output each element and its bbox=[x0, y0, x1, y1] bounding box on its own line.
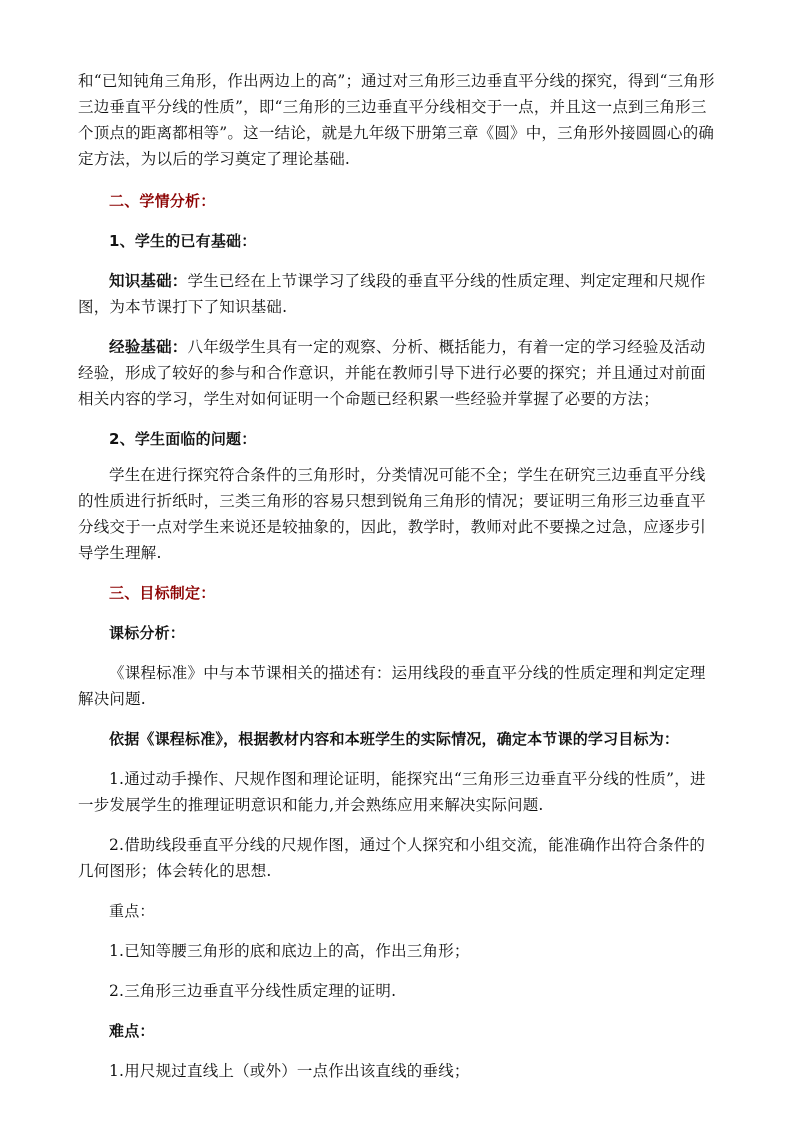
difficulty-point-1: 1.用尺规过直线上（或外）一点作出该直线的垂线； bbox=[109, 1062, 470, 1080]
experience-foundation-paragraph bbox=[78, 334, 718, 412]
experience-foundation-label: 经验基础： bbox=[109, 338, 188, 356]
key-points-heading: 重点： bbox=[109, 902, 155, 920]
section-heading-goal-setting: 三、目标制定： bbox=[109, 584, 216, 602]
subheading-existing-foundation: 1、学生的已有基础： bbox=[109, 232, 257, 250]
standard-description-paragraph: 《课程标准》中与本节课相关的描述有：运用线段的垂直平分线的性质定理和判定定理解决问题. bbox=[78, 664, 706, 708]
key-point-2: 2.三角形三边垂直平分线性质定理的证明. bbox=[109, 982, 397, 1000]
experience-foundation-text: 八年级学生具有一定的观察、分析、概括能力，有着一定的学习经验及活动经验，形成了较好的参与和合作意识，并能在教师引导下进行必要的探究；并且通过对前面相关内容的学习，学生对如何证明一个命题已经积累一些经验并掌握了必要的方法； bbox=[78, 338, 707, 408]
difficulty-heading: 难点： bbox=[109, 1022, 155, 1040]
goal-basis-heading: 依据《课程标准》，根据教材内容和本班学生的实际情况，确定本节课的学习目标为： bbox=[109, 730, 680, 748]
learning-goal-1: 1.通过动手操作、尺规作图和理论证明，能探究出“三角形三边垂直平分线的性质”，进一步发展学生的推理证明意识和能力,并会熟练应用来解决实际问题. bbox=[78, 770, 706, 814]
student-problems-paragraph: 学生在进行探究符合条件的三角形时，分类情况可能不全；学生在研究三边垂直平分线的性质进行折纸时，三类三角形的容易只想到锐角三角形的情况；要证明三角形三边垂直平分线交于一点对学生来说还是较抽象的，因此，教学时，教师对此不要操之过急，应逐步引导学生理解. bbox=[78, 466, 707, 562]
subheading-standard-analysis: 课标分析： bbox=[109, 624, 186, 642]
subheading-student-problems: 2、学生面临的问题： bbox=[109, 430, 257, 448]
intro-paragraph: 和“已知钝角三角形，作出两边上的高”；通过对三角形三边垂直平分线的探究，得到“三角形三边垂直平分线的性质”，即“三角形的三边垂直平分线相交于一点，并且这一点到三角形三个顶点的距离都相等”。这一结论，就是九年级下册第三章《圆》中，三角形外接圆圆心的确定方法，为以后的学习奠定了理论基础. bbox=[78, 72, 715, 168]
document-page bbox=[78, 68, 718, 1084]
knowledge-foundation-paragraph bbox=[78, 268, 718, 320]
learning-goal-2: 2.借助线段垂直平分线的尺规作图，通过个人探究和小组交流，能准确作出符合条件的几何图形；体会转化的思想. bbox=[78, 836, 706, 880]
knowledge-foundation-label: 知识基础： bbox=[109, 272, 188, 290]
knowledge-foundation-text: 学生已经在上节课学习了线段的垂直平分线的性质定理、判定定理和尺规作图，为本节课打下了知识基础. bbox=[78, 272, 706, 316]
key-point-1: 1.已知等腰三角形的底和底边上的高，作出三角形； bbox=[109, 942, 470, 960]
section-heading-learner-analysis: 二、学情分析： bbox=[109, 192, 216, 210]
